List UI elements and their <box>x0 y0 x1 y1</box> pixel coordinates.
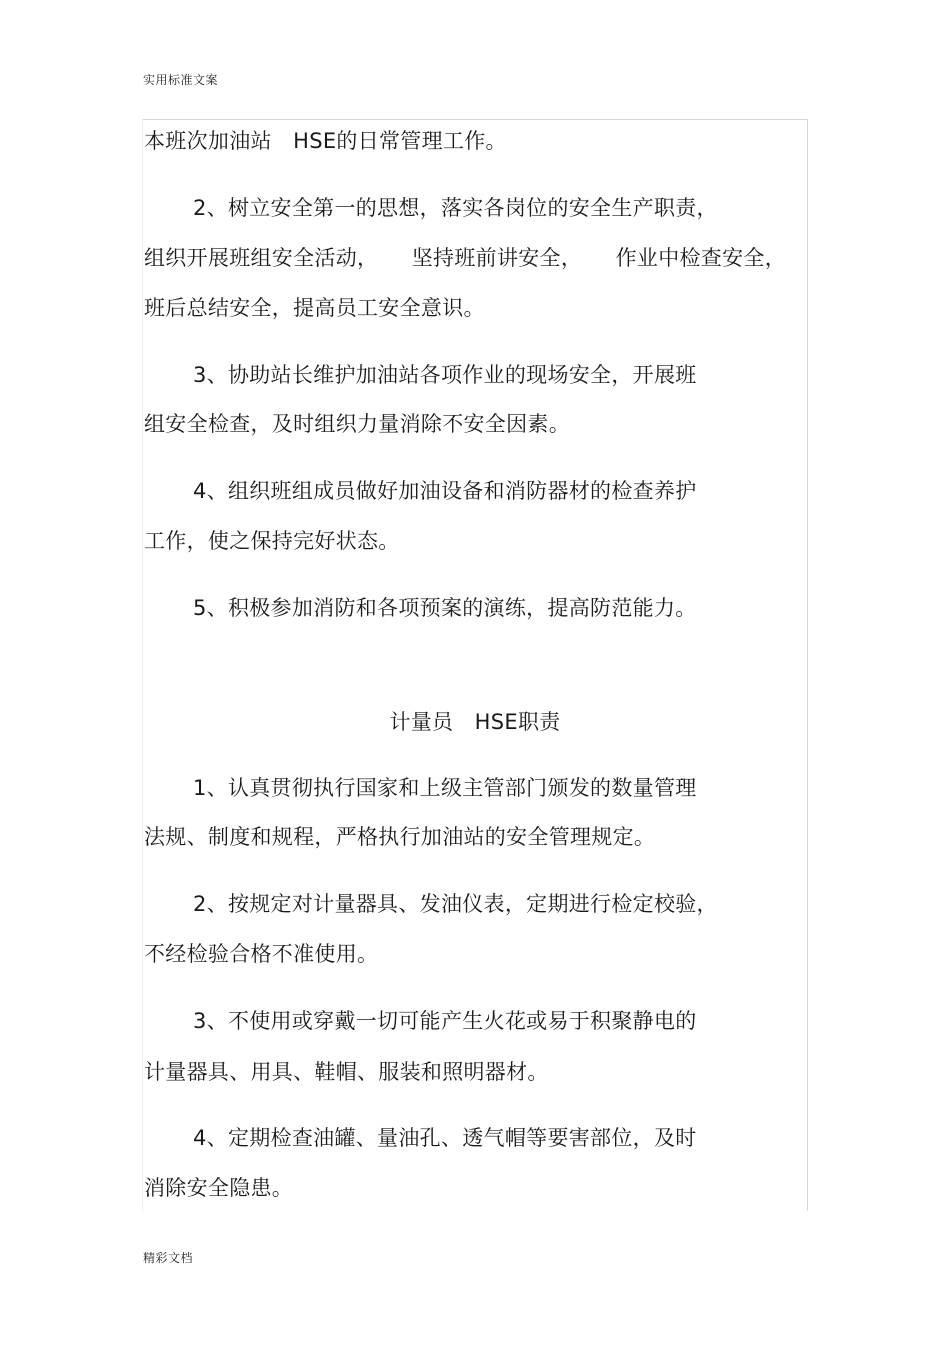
text-line: 本班次加油站 HSE的日常管理工作。 <box>144 129 507 153</box>
item-4-line-2: 消除安全隐患。 <box>144 1176 294 1200</box>
item-4-line-1: 4、定期检查油罐、量油孔、透气帽等要害部位，及时 <box>193 1126 697 1150</box>
item-3-line-2: 计量器具、用具、鞋帽、服装和照明器材。 <box>144 1060 549 1084</box>
paragraph-2-line-1: 2、树立安全第一的思想，落实各岗位的安全生产职责， <box>193 196 718 220</box>
text-segment: 坚持班前讲安全， <box>411 246 583 270</box>
item-3-line-1: 3、不使用或穿戴一切可能产生火花或易于积聚静电的 <box>193 1009 697 1033</box>
item-1-line-2: 法规、制度和规程，严格执行加油站的安全管理规定。 <box>144 825 656 849</box>
paragraph-4-line-1: 4、组织班组成员做好加油设备和消防器材的检查养护 <box>193 479 697 503</box>
paragraph-2-line-3: 班后总结安全，提高员工安全意识。 <box>144 296 485 320</box>
paragraph-5-line-1: 5、积极参加消防和各项预案的演练，提高防范能力。 <box>193 596 697 620</box>
paragraph-3-line-2: 组安全检查，及时组织力量消除不安全因素。 <box>144 412 570 436</box>
page-header: 实用标准文案 <box>143 73 219 87</box>
section-title: 计量员 HSE职责 <box>389 710 561 734</box>
item-1-line-1: 1、认真贯彻执行国家和上级主管部门颁发的数量管理 <box>193 776 697 800</box>
paragraph-3-line-1: 3、协助站长维护加油站各项作业的现场安全，开展班 <box>193 363 697 387</box>
paragraph-4-line-2: 工作，使之保持完好状态。 <box>144 529 400 553</box>
text-segment: 组织开展班组安全活动， <box>144 246 379 270</box>
page-footer: 精彩文档 <box>143 1251 194 1265</box>
content-frame <box>142 119 808 1211</box>
item-2-line-1: 2、按规定对计量器具、发油仪表，定期进行检定校验， <box>193 892 718 916</box>
item-2-line-2: 不经检验合格不准使用。 <box>144 942 379 966</box>
paragraph-2-line-2 <box>144 248 786 269</box>
text-segment: 作业中检查安全， <box>615 246 786 270</box>
